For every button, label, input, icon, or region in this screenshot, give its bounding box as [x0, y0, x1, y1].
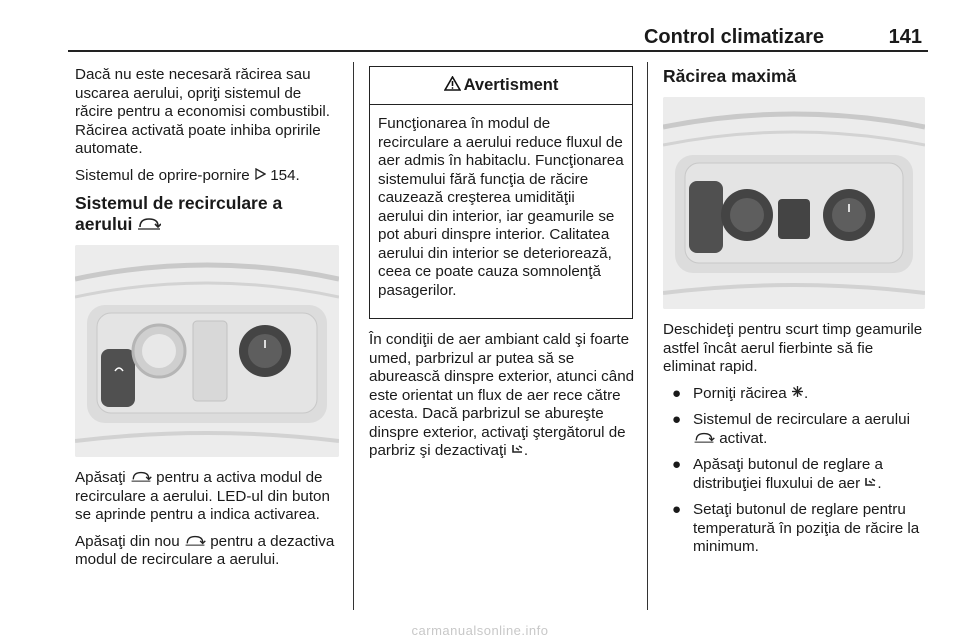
list-item: ● Apăsaţi butonul de reglare a distribuţiei fluxului de aer . — [672, 456, 883, 492]
warning-box — [369, 66, 633, 319]
list-item: ● Porniţi răcirea . — [672, 384, 809, 402]
recirculation-icon — [184, 533, 206, 550]
middle-column — [369, 331, 635, 469]
list-item: ● Setaţi butonul de reglare pentru temperatură în poziţia de răcire la minimum. — [672, 501, 920, 555]
recirculation-activate-paragraph: Apăsaţi pentru a activa modul de recirculare a aerului. LED-ul din buton se aprinde pentru a indica activarea. — [75, 469, 330, 523]
page-header — [68, 22, 928, 52]
list-item: ● Sistemul de recirculare a aerului activat. — [672, 411, 910, 447]
recirculation-icon — [693, 430, 715, 447]
column-divider — [353, 62, 354, 610]
windshield-airflow-icon — [511, 442, 524, 459]
climate-panel-image — [663, 97, 925, 309]
recirculation-icon — [137, 214, 161, 234]
left-column — [75, 66, 343, 578]
steps-list — [663, 385, 927, 557]
page-number: 141 — [888, 26, 922, 48]
column-divider — [647, 62, 648, 610]
intro-paragraph: Dacă nu este necesară răcirea sau uscarea aerului, opriţi sistemul de răcire pentru a economisi combustibil. Răcirea activată poate inhiba opririle automate. — [75, 66, 330, 157]
watermark: carmanualsonline.info — [411, 623, 549, 638]
right-column — [663, 66, 927, 565]
warning-text: Funcţionarea în modul de recirculare a aerului reduce fluxul de aer admis în habitaclu. Funcţionarea sistemului fără funcţia de răcire cauzează creşterea umidităţii aerului din interior, iar geamurile se pot aburi dinspre interior. Calitatea aerului din interior se deteriorează, ceea ce poate cauza somnolenţă pasagerilor. — [378, 115, 624, 299]
section-heading: Răcirea maximă — [663, 66, 797, 86]
warning-title: Avertisment — [463, 76, 559, 94]
warning-triangle-icon — [444, 76, 461, 96]
intro-paragraph: Deschideţi pentru scurt timp geamurile astfel încât aerul fierbinte să fie eliminat rapid. — [663, 321, 923, 375]
snowflake-icon — [791, 385, 804, 402]
reference-line: Sistemul de oprire-pornire 154. — [75, 166, 300, 184]
section-heading: Sistemul de recirculare a aerului — [75, 193, 283, 234]
arrow-ref-icon — [254, 167, 266, 184]
fogging-paragraph: În condiţii de aer ambiant cald şi foarte umed, parbrizul ar putea să se aburească dinspre exterior, atunci când este orientat un flux de aer rece către acesta. Dacă parbrizul se abureşte dinspre exterior, activaţi ştergătorul de parbriz şi dezactivaţi . — [369, 331, 635, 459]
recirculation-icon — [130, 469, 152, 486]
windshield-airflow-icon — [864, 475, 877, 492]
reference-link[interactable]: 154. — [270, 166, 300, 184]
page-title: Control climatizare — [643, 26, 824, 48]
warning-header — [370, 67, 632, 105]
recirculation-deactivate-paragraph: Apăsaţi din nou pentru a dezactiva modul de recirculare a aerului. — [75, 532, 335, 568]
climate-panel-image — [75, 245, 339, 457]
